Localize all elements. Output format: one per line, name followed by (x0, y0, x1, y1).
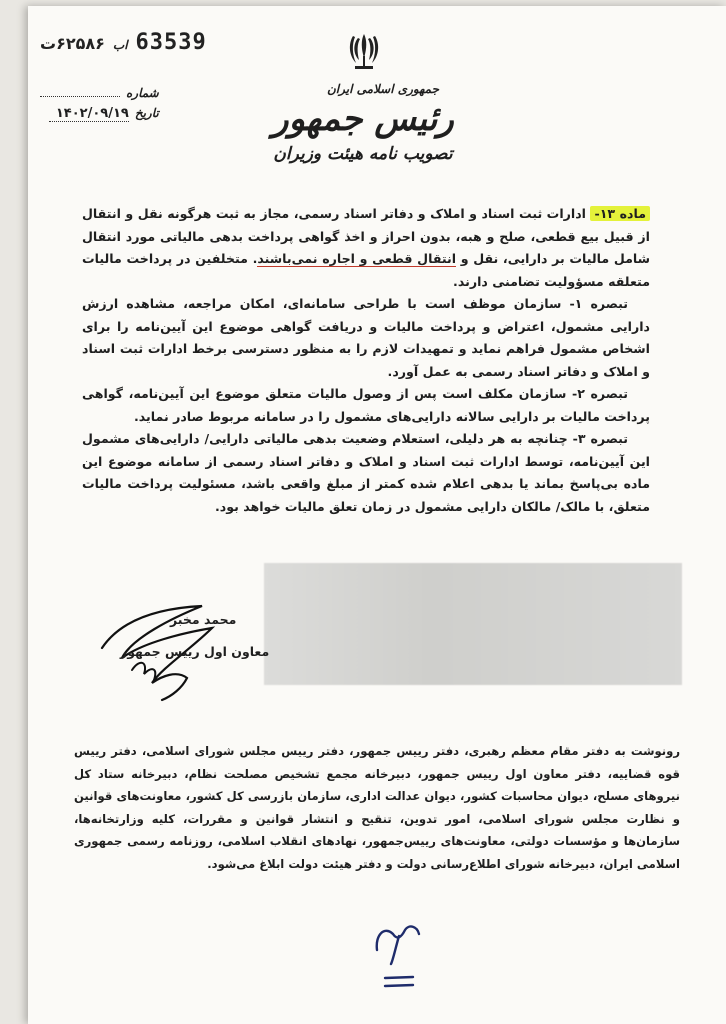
number-label: شماره (126, 86, 159, 100)
article-paragraph (82, 203, 650, 293)
document-subtitle: تصویب نامه هیئت وزیران (273, 144, 453, 164)
letter-number-big: 63539 (135, 30, 207, 55)
note-paragraph-1: تبصره ۱- سازمان موظف است با طراحی سامانه‌ای، امکان مراجعه، مشاهده ارزش دارایی مشمول، اعتراض و پرداخت مالیات و دریافت گواهی موضوع این آیین‌نامه را برای اشخاص مشمول فراهم نماید و تمهیدات لازم را به منظور دسترسی برخط ادارات ثبت اسناد و املاک و دفاتر اسناد رسمی به عمل آورد. (82, 296, 650, 379)
signatory-name: محمد مخبر (170, 612, 237, 627)
article-text-underlined: انتقال قطعی و اجاره نمی‌باشند (257, 251, 457, 266)
redacted-area (264, 563, 682, 685)
letter-number (40, 30, 207, 55)
note-paragraph-2: تبصره ۲- سازمان مکلف است پس از وصول مالیات متعلق موضوع این آیین‌نامه، گواهی پرداخت مالیات بر دارایی سالانه دارایی‌های مشمول را در سامانه مربوط صادر نماید. (82, 386, 650, 424)
note-paragraph-3: تبصره ۳- چنانچه به هر دلیلی، استعلام وضعیت بدهی مالیاتی دارایی/ دارایی‌های مشمول این آیین‌نامه، توسط ادارات ثبت اسناد و املاک و دفاتر اسناد رسمی از سامانه موضوع این ماده بی‌پاسخ بماند یا بدهی اعلام شده کمتر از مبلغ واقعی باشد، مسئولیت پرداخت مالیات متعلق، با مالک/ مالکان دارایی مشمول در زمان تعلق مالیات خواهد بود. (82, 431, 650, 514)
article-text-part1: ادارات ثبت اسناد و املاک و دفاتر اسناد رسمی، مجاز به ثبت هرگونه نقل و انتقال از قبیل بیع قطعی، صلح و هبه، بدون احراز و اخذ گواهی پرداخت بدهی مالیاتی مورد انتقال شامل مالیات بر دارایی، نقل و (82, 206, 650, 266)
country-name: جمهوری اسلامی ایران (326, 82, 440, 96)
signatory-title: معاون اول رییس جمهور (120, 644, 270, 659)
letter-number-small: ۶۲۵۸۶ت (40, 34, 105, 53)
article-label: ماده ۱۳- (590, 206, 650, 221)
handwritten-page-number (365, 920, 435, 1000)
date-value: ۱۴۰۲/۰۹/۱۹ (49, 106, 129, 122)
letterhead (0, 82, 726, 164)
distribution-list: رونوشت به دفتر مقام معظم رهبری، دفتر رییس جمهور، دفتر رییس مجلس شورای اسلامی، دفتر رییس قوه قضاییه، دفتر معاون اول رییس جمهور، دبیرخانه مجمع تشخیص مصلحت نظام، دبیرخانه ستاد کل نیروهای مسلح، دیوان محاسبات کشور، دیوان عدالت اداری، سازمان بازرسی کل کشور، معاونت‌های قوانین و نظارت مجلس شورای اسلامی، امور تدوین، تنقیح و انتشار قوانین و مقررات، کلیه وزارتخانه‌ها، سازمان‌ها و مؤسسات دولتی، معاونت‌های رییس‌جمهور، نهادهای انقلاب اسلامی، روزنامه رسمی جمهوری اسلامی ایران، دبیرخانه شورای اطلاع‌رسانی دولت و دفتر هیئت دولت ابلاغ می‌شود. (74, 744, 680, 871)
iran-emblem-icon (347, 30, 381, 74)
letter-number-label: اب (112, 38, 128, 52)
article-text-part2: . متخلفین در پرداخت مالیات متعلقه مسؤولیت تضامنی دارند. (82, 251, 650, 289)
office-title: رئیس جمهور (272, 99, 454, 139)
decree-body (82, 203, 650, 518)
date-label: تاریخ (134, 106, 159, 120)
